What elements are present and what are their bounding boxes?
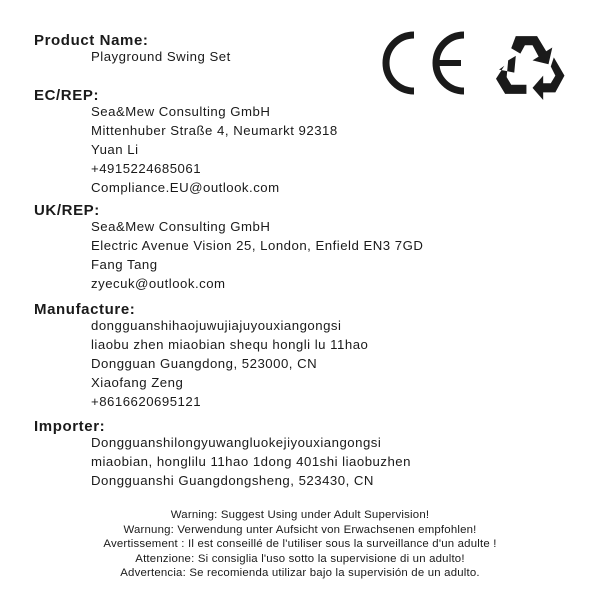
uk-rep-company: Sea&Mew Consulting GmbH xyxy=(91,219,271,234)
product-name-block xyxy=(91,47,231,66)
uk-rep-email: zyecuk@outlook.com xyxy=(91,276,226,291)
warning-french: Avertissement : Il est conseillé de l'utiliser sous la surveillance d'un adulte ! xyxy=(103,538,497,551)
importer-block xyxy=(91,433,411,490)
ec-rep-contact-name: Yuan Li xyxy=(91,142,139,157)
uk-rep-address: Electric Avenue Vision 25, London, Enfield EN3 7GD xyxy=(91,238,424,253)
uk-rep-block xyxy=(91,217,423,293)
manufacture-block xyxy=(91,316,368,411)
ec-rep-phone: +4915224685061 xyxy=(91,161,202,176)
manufacture-label: Manufacture: xyxy=(34,301,136,318)
warning-italian: Attenzione: Si consiglia l'uso sotto la supervisione di un adulto! xyxy=(135,552,465,565)
ec-rep-label: EC/REP: xyxy=(34,87,100,104)
product-name-value: Playground Swing Set xyxy=(91,49,231,64)
importer-company: Dongguanshilongyuwangluokejiyouxiangongsi xyxy=(91,435,382,450)
uk-rep-label: UK/REP: xyxy=(34,202,100,219)
manufacture-phone: +8616620695121 xyxy=(91,394,202,409)
uk-rep-contact-name: Fang Tang xyxy=(91,257,158,272)
ec-rep-email: Compliance.EU@outlook.com xyxy=(91,180,280,195)
ec-rep-company: Sea&Mew Consulting GmbH xyxy=(91,104,271,119)
importer-label: Importer: xyxy=(34,418,106,435)
warning-block xyxy=(0,508,600,581)
manufacture-contact-name: Xiaofang Zeng xyxy=(91,375,184,390)
recycle-icon xyxy=(492,30,570,100)
importer-address-line-1: miaobian, honglilu 11hao 1dong 401shi liaobuzhen xyxy=(91,454,411,469)
ec-rep-block xyxy=(91,102,338,197)
manufacture-address-line-2: Dongguan Guangdong, 523000, CN xyxy=(91,356,318,371)
ec-rep-address: Mittenhuber Straße 4, Neumarkt 92318 xyxy=(91,123,338,138)
manufacture-address-line-1: liaobu zhen miaobian shequ hongli lu 11hao xyxy=(91,337,369,352)
product-name-label: Product Name: xyxy=(34,32,149,49)
warning-spanish: Advertencia: Se recomienda utilizar bajo la supervisión de un adulto. xyxy=(120,567,480,580)
warning-english: Warning: Suggest Using under Adult Supervision! xyxy=(170,509,430,521)
importer-address-line-2: Dongguanshi Guangdongsheng, 523430, CN xyxy=(91,473,374,488)
manufacture-company: dongguanshihaojuwujiajuyouxiangongsi xyxy=(91,318,342,333)
ce-mark-icon xyxy=(373,27,469,99)
warning-german: Warnung: Verwendung unter Aufsicht von Erwachsenen empfohlen! xyxy=(123,523,477,536)
